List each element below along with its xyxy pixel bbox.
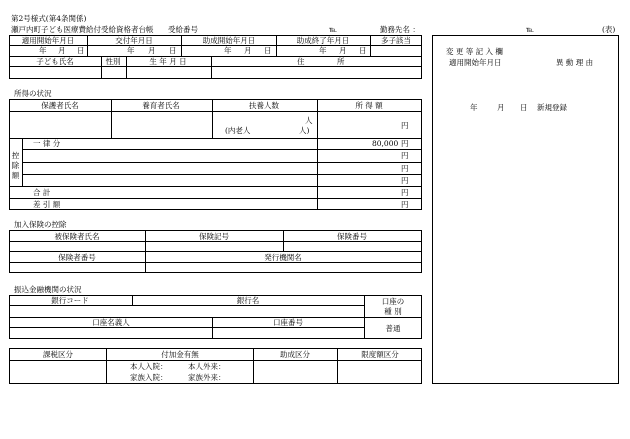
date-unit-year: 年 xyxy=(127,46,135,55)
bank-code-header: 銀行コード xyxy=(51,296,89,305)
yen-unit: 円 xyxy=(401,139,409,148)
subsidy-start-date-header: 助成開始年月日 xyxy=(202,36,256,45)
tax-class-header: 課税区分 xyxy=(43,350,73,359)
date-unit-year: 年 xyxy=(319,46,327,55)
subsidy-class-header: 助成区分 xyxy=(280,350,310,359)
income-section-title: 所得の状況 xyxy=(14,89,52,98)
net-amount-label: 差 引 額 xyxy=(33,200,61,209)
date-unit-year: 年 xyxy=(224,46,232,55)
elderly-unit: 人) xyxy=(299,126,310,135)
income-table xyxy=(9,99,422,210)
income-amount-header: 所 得 額 xyxy=(355,101,383,110)
family-outpatient-label: 家族外来： xyxy=(188,373,226,382)
receipt-number-label: 受給番号 xyxy=(168,25,198,34)
phone-icon-1: ℡ xyxy=(329,25,338,34)
yen-unit: 円 xyxy=(401,200,409,209)
apply-start-date-header: 適用開始年月日 xyxy=(21,36,75,45)
yen-unit: 円 xyxy=(401,121,409,130)
change-apply-date-header: 適用開始年月日 xyxy=(449,58,502,67)
entry-unit-year: 年 xyxy=(470,103,478,112)
self-inpatient-label: 本人入院： xyxy=(130,362,168,371)
entry-new-registration: 新規登録 xyxy=(537,103,567,112)
issuer-name-header: 発行機関名 xyxy=(264,253,302,262)
guardian-name-header: 保護者氏名 xyxy=(41,101,79,110)
caregiver-name-header: 養育者氏名 xyxy=(142,101,180,110)
account-type-header-1: 口座の xyxy=(381,297,405,306)
self-outpatient-label: 本人外来： xyxy=(188,362,226,371)
phone-icon-2: ℡ xyxy=(526,25,535,34)
flat-deduction-value: 80,000 xyxy=(372,139,399,148)
dependents-header: 扶養人数 xyxy=(249,101,279,110)
date-unit-year: 年 xyxy=(39,46,47,55)
change-record-title: 変 更 等 記 入 欄 xyxy=(446,47,503,56)
change-record-panel xyxy=(432,35,619,384)
dependents-unit: 人 xyxy=(305,116,313,125)
deduction-label: 控除額 xyxy=(11,151,20,180)
insurance-section-title: 加入保険の控除 xyxy=(14,220,67,229)
family-inpatient-label: 家族入院： xyxy=(130,373,168,382)
child-name-header: 子ども氏名 xyxy=(36,57,74,66)
total-label: 合 計 xyxy=(33,188,51,197)
bank-section-title: 振込金融機関の状況 xyxy=(14,285,82,294)
issue-date-header: 交付年月日 xyxy=(115,36,153,45)
yen-unit: 円 xyxy=(401,176,409,185)
yen-unit: 円 xyxy=(401,164,409,173)
account-number-header: 口座番号 xyxy=(273,318,303,327)
date-unit-day: 日 xyxy=(77,46,85,55)
date-unit-day: 日 xyxy=(264,46,272,55)
yen-unit: 円 xyxy=(401,188,409,197)
entry-unit-month: 月 xyxy=(497,103,505,112)
workplace-label: 勤務先名 ： xyxy=(380,25,420,34)
additional-benefit-header: 付加金有無 xyxy=(161,350,199,359)
insured-name-header: 被保険者氏名 xyxy=(54,232,100,241)
address-header-2: 所 xyxy=(337,57,345,66)
address-header-1: 住 xyxy=(297,57,305,66)
insurance-number-header: 保険番号 xyxy=(337,232,367,241)
yen-unit: 円 xyxy=(401,151,409,160)
date-unit-month: 月 xyxy=(339,46,347,55)
page-title: 瀬戸内町子ども医療費給付受給資格者台帳 xyxy=(11,25,154,34)
limit-class-header: 限度額区分 xyxy=(361,350,399,359)
insurer-number-header: 保険者番号 xyxy=(58,253,96,262)
date-unit-month: 月 xyxy=(58,46,66,55)
account-holder-header: 口座名義人 xyxy=(92,318,130,327)
entry-unit-day: 日 xyxy=(520,103,528,112)
date-unit-month: 月 xyxy=(148,46,156,55)
subsidy-end-date-header: 助成終了年月日 xyxy=(296,36,350,45)
multi-child-header: 多子該当 xyxy=(381,36,411,45)
change-reason-header: 異 動 理 由 xyxy=(556,58,594,67)
date-unit-day: 日 xyxy=(169,46,177,55)
flat-deduction-label: 一 律 分 xyxy=(33,139,61,148)
insurance-symbol-header: 保険記号 xyxy=(199,232,229,241)
gender-header: 性別 xyxy=(105,57,121,66)
bank-name-header: 銀行名 xyxy=(236,296,260,305)
form-number: 第2号様式(第4条関係) xyxy=(11,14,87,23)
birthdate-header: 生 年 月 日 xyxy=(149,57,187,66)
front-side-label: (表) xyxy=(602,25,616,34)
elderly-label: (内老人 xyxy=(225,126,251,135)
date-unit-month: 月 xyxy=(244,46,252,55)
date-unit-day: 日 xyxy=(359,46,367,55)
account-type-value: 普通 xyxy=(385,324,401,333)
account-type-header-2: 種 別 xyxy=(384,307,402,316)
